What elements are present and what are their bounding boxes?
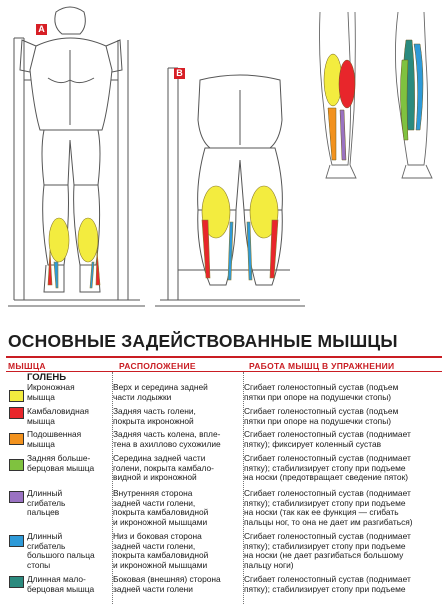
figure-b-calf-muscles [202,186,278,280]
page-title: ОСНОВНЫЕ ЗАДЕЙСТВОВАННЫЕ МЫШЦЫ [8,331,398,351]
muscle-work: Сгибает голеностопный сустав (поднимает пятку); стабилизирует стопу при подъеме на носки (предотвращает сведение пяток) [244,453,411,482]
muscle-location: Середина задней части голени, покрыта камбало- видной и икроножной [113,453,214,482]
muscle-color-swatch [9,535,24,547]
muscle-location: Низ и боковая сторона задней части голени, покрыта камбаловидной и икроножной мышцами [113,531,209,570]
muscle-work: Сгибает голеностопный сустав (поднимает пятку); стабилизирует стопу при подъеме [244,574,411,594]
muscle-name: Длинный сгибатель пальцев [27,488,66,517]
muscle-color-swatch [9,407,24,419]
title-underline [6,356,442,358]
muscle-location: Задняя часть колена, впле- тена в ахиллово сухожилие [113,429,221,449]
muscle-name: Длинный сгибатель большого пальца стопы [27,531,95,570]
muscle-location: Боковая (внешняя) сторона задней части голени [113,574,221,594]
muscle-name: Подошвенная мышца [27,429,82,449]
muscle-location: Задняя часть голени, покрыта икроножной [113,406,196,426]
muscle-work: Сгибает голеностопный сустав (поднимает пятку); стабилизирует стопу при подъеме на носки (так как ее функция — сгибать пальцы ног, то она не дает им разгибаться) [244,488,413,527]
header-underline [6,371,442,372]
muscle-work: Сгибает голеностопный сустав (поднимает пятку); стабилизирует стопу при подъеме на носки (не дает разгибаться большому пальцу ноги) [244,531,411,570]
group-heading: ГОЛЕНЬ [27,372,67,383]
muscle-color-swatch [9,390,24,402]
muscle-name: Камбаловидная мышца [27,406,89,426]
figure-a-badge: A [36,24,47,35]
column-header-location: РАСПОЛОЖЕНИЕ [119,361,196,371]
calf-anatomy-muscles [324,40,423,160]
figure-a-calf-muscles [48,218,100,288]
muscle-work: Сгибает голеностопный сустав (подъем пятки при опоре на подушечки стопы) [244,382,399,402]
muscle-location: Внутренняя сторона задней части голени, покрыта камбаловидной и икроножной мышцами [113,488,209,527]
muscle-name: Длинная мало- берцовая мышца [27,574,95,594]
muscle-color-swatch [9,576,24,588]
figure-b-badge: B [174,68,185,79]
muscle-location: Верх и середина задней части лодыжки [113,382,208,402]
muscle-name: Икроножная мышца [27,382,75,402]
figure-a [8,7,145,306]
muscle-name: Задняя больше- берцовая мышца [27,453,95,473]
muscle-color-swatch [9,491,24,503]
muscle-work: Сгибает голеностопный сустав (подъем пятки при опоре на подушечки стопы) [244,406,399,426]
muscle-work: Сгибает голеностопный сустав (поднимает пятку); фиксирует коленный сустав [244,429,411,449]
muscle-color-swatch [9,433,24,445]
column-header-muscle: МЫШЦА [8,361,46,371]
muscle-color-swatch [9,459,24,471]
column-header-work: РАБОТА МЫШЦ В УПРАЖНЕНИИ [249,361,395,371]
